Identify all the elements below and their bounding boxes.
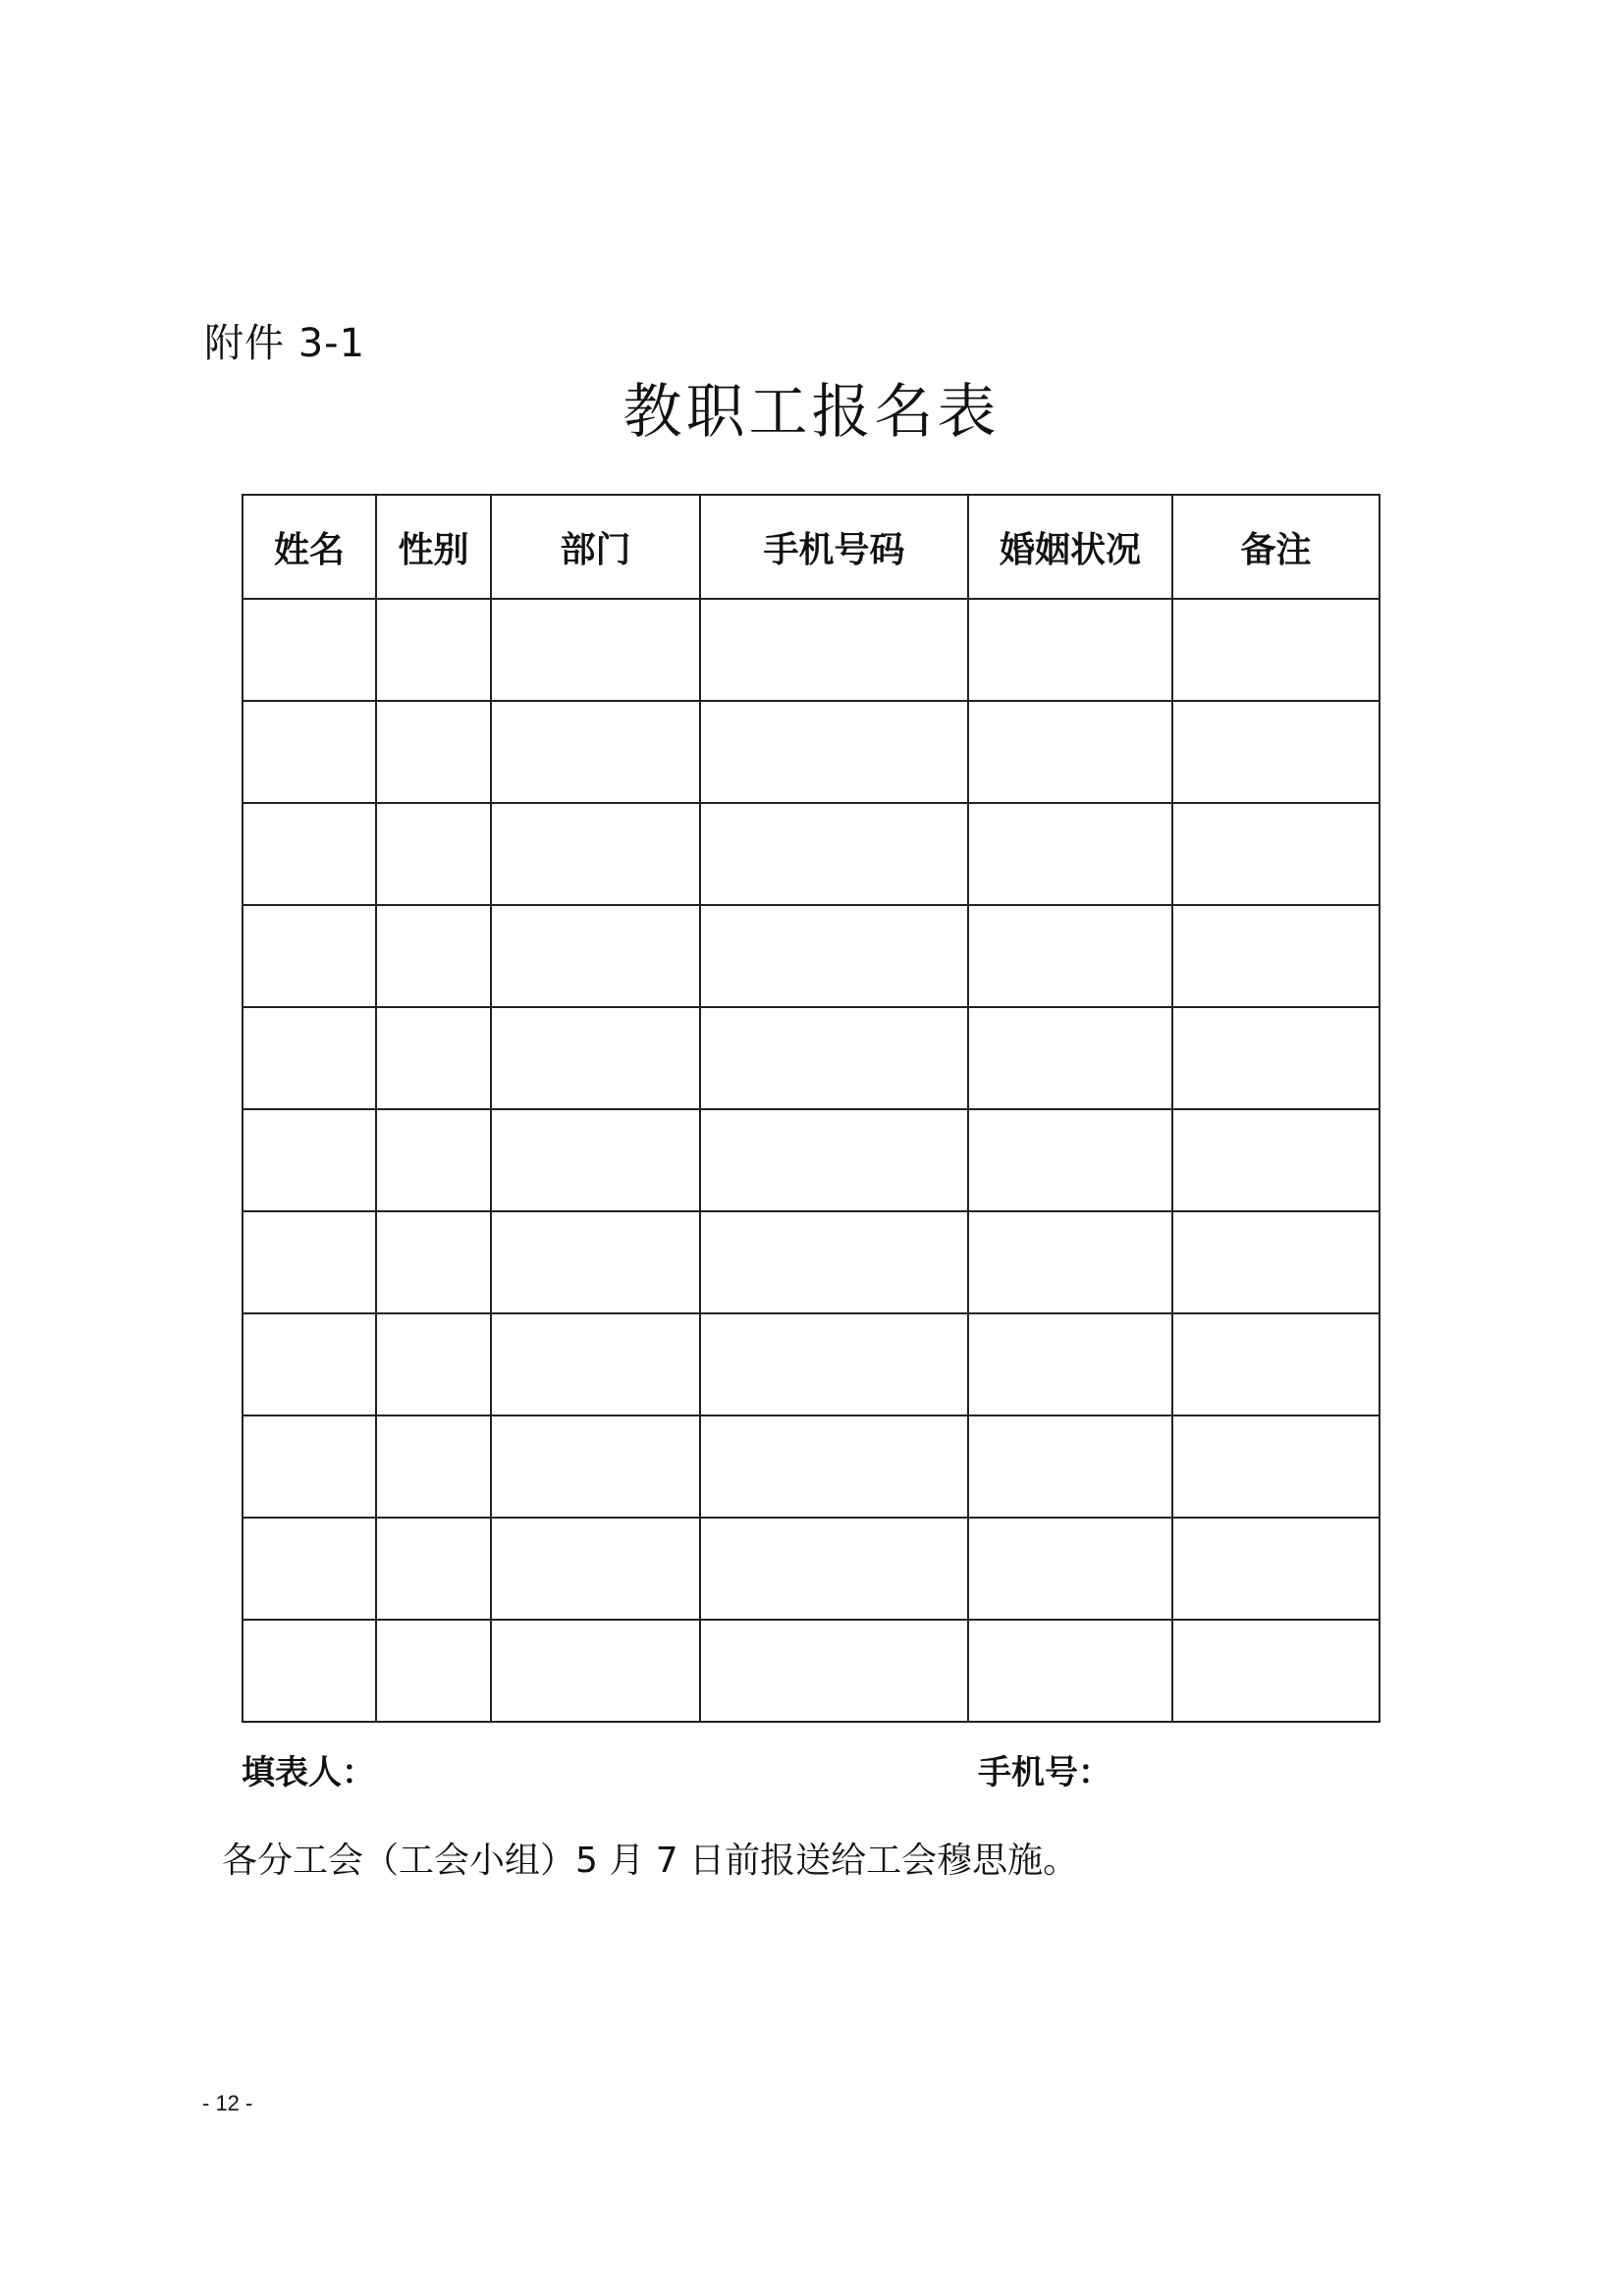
table-cell (968, 1415, 1172, 1518)
table-row (243, 1313, 1380, 1415)
table-cell (243, 1415, 376, 1518)
table-cell (700, 905, 968, 1007)
notice-text: 各分工会（工会小组）5 月 7 日前报送给工会穆思施。 (222, 1841, 1079, 1881)
table-cell (376, 1518, 491, 1620)
table-cell (491, 1007, 700, 1109)
header-remarks: 备注 (1172, 495, 1380, 599)
table-cell (968, 1313, 1172, 1415)
filler-label: 填表人： (242, 1753, 375, 1792)
table-cell (376, 905, 491, 1007)
table-cell (243, 1313, 376, 1415)
table-cell (376, 1415, 491, 1518)
table-cell (968, 803, 1172, 905)
table-cell (491, 599, 700, 701)
table-cell (1172, 701, 1380, 803)
table-cell (491, 1313, 700, 1415)
table-cell (243, 1211, 376, 1313)
table-cell (491, 1620, 700, 1722)
table-cell (700, 701, 968, 803)
table-cell (700, 1211, 968, 1313)
table-row (243, 1518, 1380, 1620)
table-cell (376, 1620, 491, 1722)
header-name: 姓名 (243, 495, 376, 599)
header-marital-status: 婚姻状况 (968, 495, 1172, 599)
header-phone-number: 手机号码 (700, 495, 968, 599)
table-cell (1172, 1007, 1380, 1109)
table-cell (1172, 1211, 1380, 1313)
table-header-row (243, 495, 1380, 599)
table-cell (376, 1109, 491, 1211)
registration-table (242, 494, 1380, 1723)
table-cell (243, 905, 376, 1007)
table-cell (1172, 1620, 1380, 1722)
table-cell (376, 599, 491, 701)
table-row (243, 1620, 1380, 1722)
page-number: - 12 - (202, 2091, 253, 2115)
table-cell (700, 1007, 968, 1109)
table-cell (1172, 1415, 1380, 1518)
table-row (243, 701, 1380, 803)
table-row (243, 905, 1380, 1007)
page-title: 教职工报名表 (622, 378, 1001, 447)
table-cell (1172, 599, 1380, 701)
table-cell (243, 803, 376, 905)
table-cell (1172, 1109, 1380, 1211)
table-row (243, 1109, 1380, 1211)
table-row (243, 1007, 1380, 1109)
table-cell (491, 905, 700, 1007)
table-cell (1172, 1313, 1380, 1415)
header-gender: 性别 (376, 495, 491, 599)
table-cell (700, 1313, 968, 1415)
table-cell (968, 1211, 1172, 1313)
table-row (243, 1415, 1380, 1518)
table-cell (491, 701, 700, 803)
table-cell (243, 1109, 376, 1211)
table-row (243, 1211, 1380, 1313)
table-cell (700, 1620, 968, 1722)
header-department: 部门 (491, 495, 700, 599)
table-cell (968, 1518, 1172, 1620)
table-cell (700, 1518, 968, 1620)
table-cell (491, 1211, 700, 1313)
table-cell (243, 701, 376, 803)
table-cell (243, 599, 376, 701)
table-cell (968, 599, 1172, 701)
table-cell (491, 803, 700, 905)
table-cell (243, 1007, 376, 1109)
table-cell (491, 1415, 700, 1518)
attachment-label: 附件 3-1 (204, 321, 366, 366)
table-cell (1172, 803, 1380, 905)
table-cell (376, 1313, 491, 1415)
phone-label: 手机号： (978, 1753, 1111, 1792)
table-body (243, 599, 1380, 1722)
table-cell (491, 1109, 700, 1211)
table-cell (968, 1109, 1172, 1211)
table-row (243, 803, 1380, 905)
table-cell (968, 1007, 1172, 1109)
table-cell (968, 1620, 1172, 1722)
table-cell (700, 1415, 968, 1518)
table-row (243, 599, 1380, 701)
table-cell (968, 701, 1172, 803)
table-cell (376, 803, 491, 905)
table-cell (243, 1518, 376, 1620)
table-cell (700, 1109, 968, 1211)
table-cell (376, 1007, 491, 1109)
table-cell (243, 1620, 376, 1722)
table-cell (376, 701, 491, 803)
table-cell (700, 803, 968, 905)
table-cell (968, 905, 1172, 1007)
table-cell (1172, 905, 1380, 1007)
table-cell (700, 599, 968, 701)
table-cell (1172, 1518, 1380, 1620)
table-cell (376, 1211, 491, 1313)
table-cell (491, 1518, 700, 1620)
